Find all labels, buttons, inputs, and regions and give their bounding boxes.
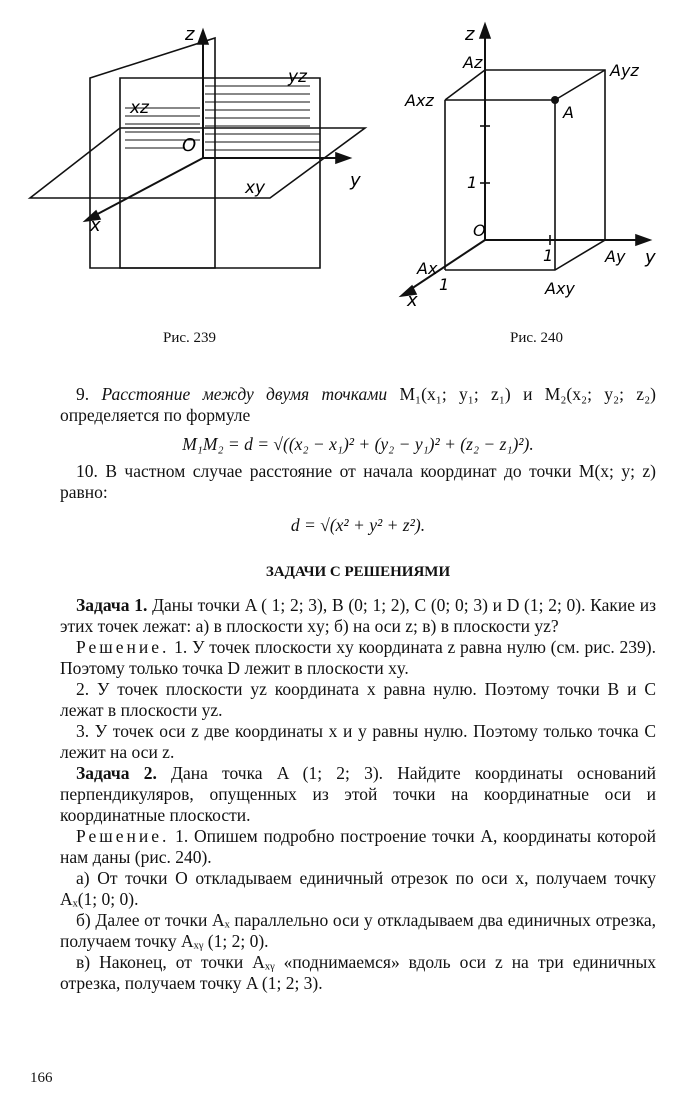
fig240-one-y: 1 [543,246,554,265]
task-2 [60,763,656,826]
p9-rest: M₁(x₁; y₁; z₁) и M₂(x₂; y₂; z₂) определяется по формуле [60,384,657,425]
fig239-y-label: y [350,170,361,191]
solution-2-label: Решение. [76,826,170,846]
task-1-label: Задача 1. [76,595,148,615]
solution-2-step-b: б) Далее от точки Aₓ параллельно оси y откладываем два единичных отрезка, получаем точку Aₓᵧ (1; 2; 0). [60,910,656,951]
fig239-x-label: x [90,215,101,236]
fig239-yz-label: yz [288,67,307,87]
figure-239 [20,18,370,298]
paragraph-10: 10. В частном случае расстояние от начала координат до точки M(x; y; z) равно: [60,461,656,502]
main-text [60,384,656,994]
fig239-xy-label: xy [245,178,266,198]
fig239-xz-label: xz [130,98,149,118]
figure-240 [395,18,675,308]
paragraph-9 [60,384,656,426]
solution-2 [60,826,656,868]
solution-2-step-a: а) От точки O откладываем единичный отрезок по оси x, получаем точку Aₓ(1; 0; 0). [60,868,656,909]
fig240-ayz-label: Ayz [610,61,639,80]
fig240-ay-label: Ay [605,247,626,266]
task-1-text: Даны точки A ( 1; 2; 3), B (0; 1; 2), C (0; 0; 3) и D (1; 2; 0). Какие из этих точек лежат: а) в плоскости xy; б) на оси z; в) в плоскости yz? [60,595,657,636]
fig240-a-label: A [563,103,574,122]
section-heading: ЗАДАЧИ С РЕШЕНИЯМИ [265,564,451,580]
solution-2-step-c: в) Наконец, от точки Aₓᵧ «поднимаемся» вдоль оси z на три единичных отрезка, получаем точку A (1; 2; 3). [60,952,656,993]
p9-emphasis: Расстояние между двумя точками [101,384,388,404]
fig240-origin-label: O [473,221,486,240]
fig240-ax-label: Ax [417,259,438,278]
solution-1-label: Решение. [76,637,170,657]
solution-1 [60,637,656,679]
figure-239-caption: Рис. 239 [163,330,217,346]
fig239-z-label: z [185,24,195,45]
p9-number: 9. [76,384,90,404]
fig240-one-x: 1 [439,275,450,294]
solution-1-text: 1. У точек плоскости xy координата z равна нулю (см. рис. 239). Поэтому только точка D лежит в плоскости xy. [60,637,656,678]
fig240-one-z: 1 [467,173,478,192]
fig240-y-label: y [645,247,656,268]
fig240-x-label: x [407,290,418,308]
solution-1-step-3: 3. У точек оси z две координаты x и y равны нулю. Поэтому только точка C лежит на оси z. [60,721,656,762]
task-2-label: Задача 2. [76,763,157,783]
fig240-axz-label: Axz [405,91,434,110]
fig240-az-label: Az [463,53,483,72]
solution-2-text: 1. Опишем подробно построение точки A, координаты которой нам даны (рис. 240). [60,826,656,867]
fig240-z-label: z [465,24,475,45]
solution-1-step-2: 2. У точек плоскости yz координата x равна нулю. Поэтому точки B и C лежат в плоскости yz. [60,679,656,720]
origin-distance-formula: d = √(x² + y² + z²). [290,515,426,535]
fig240-axy-label: Axy [545,279,575,298]
figure-240-caption: Рис. 240 [510,330,564,346]
fig239-origin-label: O [182,135,197,156]
page-number: 166 [30,1070,53,1086]
distance-formula: M₁M₂ = d = √((x₂ − x₁)² + (y₂ − y₁)² + (z₂ − z₁)²). [182,434,534,454]
task-2-text: Дана точка A (1; 2; 3). Найдите координаты оснований перпендикуляров, опущенных из этой точки на координатные оси и координатные плоскости. [60,763,656,825]
task-1 [60,595,656,637]
